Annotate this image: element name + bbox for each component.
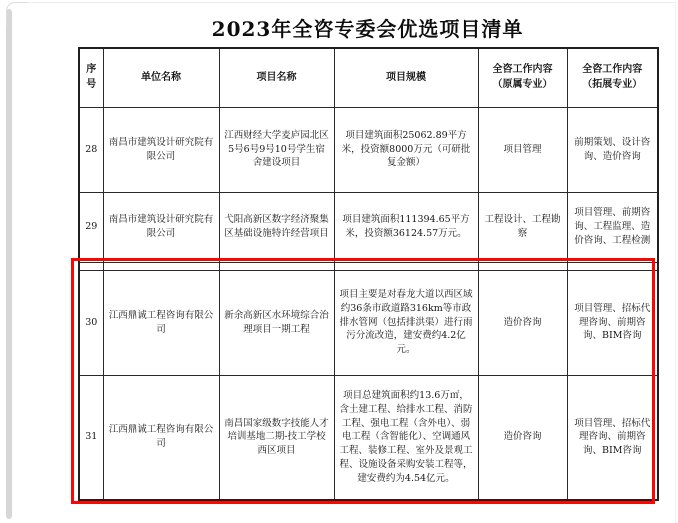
cell-original: 造价咨询 xyxy=(478,270,567,375)
cell-expanded: 项目管理、招标代理咨询、前期咨询、BIM咨询 xyxy=(567,375,658,500)
cell-scale: 项目总建筑面积约13.6万㎡，含土建工程、给排水工程、消防工程、强电工程（含外电）、弱电工程（含智能化）、空调通风工程、装修工程、室外及景观工程、设施设备采购安装工程等，建安费约为4.54亿元。 xyxy=(334,375,478,500)
page-edge-strip xyxy=(6,9,12,519)
cell-scale: 项目建筑面积111394.65平方米，投资额36124.57万元。 xyxy=(334,192,478,262)
table-row-28 xyxy=(79,107,658,192)
column-header-project: 项目名称 xyxy=(219,48,334,107)
page-title: 2023年全咨专委会优选项目清单 xyxy=(211,17,524,41)
cell-project: 弋阳高新区数字经济聚集区基础设施特许经营项目 xyxy=(219,192,334,262)
cell-no: 30 xyxy=(79,270,103,375)
cell-project: 江西财经大学麦庐园北区5号6号9号10号学生宿舍建设项目 xyxy=(219,107,334,192)
page-right-border xyxy=(675,2,676,523)
cell-original: 造价咨询 xyxy=(478,375,567,500)
cell-expanded: 项目管理、招标代理咨询、前期咨询、BIM咨询 xyxy=(567,270,658,375)
cell-project: 新余高新区水环境综合治理项目一期工程 xyxy=(219,270,334,375)
cell-unit: 江西鼎诚工程咨询有限公司 xyxy=(103,270,219,375)
table-row-29 xyxy=(79,192,658,262)
column-header-scale: 项目规模 xyxy=(334,48,478,107)
table-header-row xyxy=(79,48,658,107)
column-header-unit: 单位名称 xyxy=(103,48,219,107)
column-header-no: 序号 xyxy=(79,48,103,107)
cell-no: 29 xyxy=(79,192,103,262)
table-row-31 xyxy=(79,375,658,500)
cell-unit: 南昌市建筑设计研究院有限公司 xyxy=(103,192,219,262)
cell-expanded: 项目管理、前期咨询、工程监理、造价咨询、工程检测 xyxy=(567,192,658,262)
cell-unit: 南昌市建筑设计研究院有限公司 xyxy=(103,107,219,192)
cell-unit: 江西鼎诚工程咨询有限公司 xyxy=(103,375,219,500)
cell-original: 项目管理 xyxy=(478,107,567,192)
cell-no: 28 xyxy=(79,107,103,192)
cell-no: 31 xyxy=(79,375,103,500)
projects-table xyxy=(78,47,659,501)
cell-original: 工程设计、工程勘察 xyxy=(478,192,567,262)
cell-scale: 项目主要是对春龙大道以西区域约36条市政道路316km等市政排水管网（包括排洪渠）进行雨污分流改造，建安费约4.2亿元。 xyxy=(334,270,478,375)
page-top-border xyxy=(28,2,676,3)
table-row-30 xyxy=(79,270,658,375)
column-header-original: 全咨工作内容 （原属专业） xyxy=(478,48,567,107)
page-corner-border xyxy=(6,2,33,29)
column-header-expanded: 全咨工作内容 （拓展专业） xyxy=(567,48,658,107)
cell-scale: 项目建筑面积25062.89平方米，投资额8000万元（可研批复金额） xyxy=(334,107,478,192)
table-spacer-row xyxy=(79,262,658,270)
cell-expanded: 前期策划、设计咨询、造价咨询 xyxy=(567,107,658,192)
cell-project: 南昌国家级数字技能人才培训基地二期-技工学校西区项目 xyxy=(219,375,334,500)
